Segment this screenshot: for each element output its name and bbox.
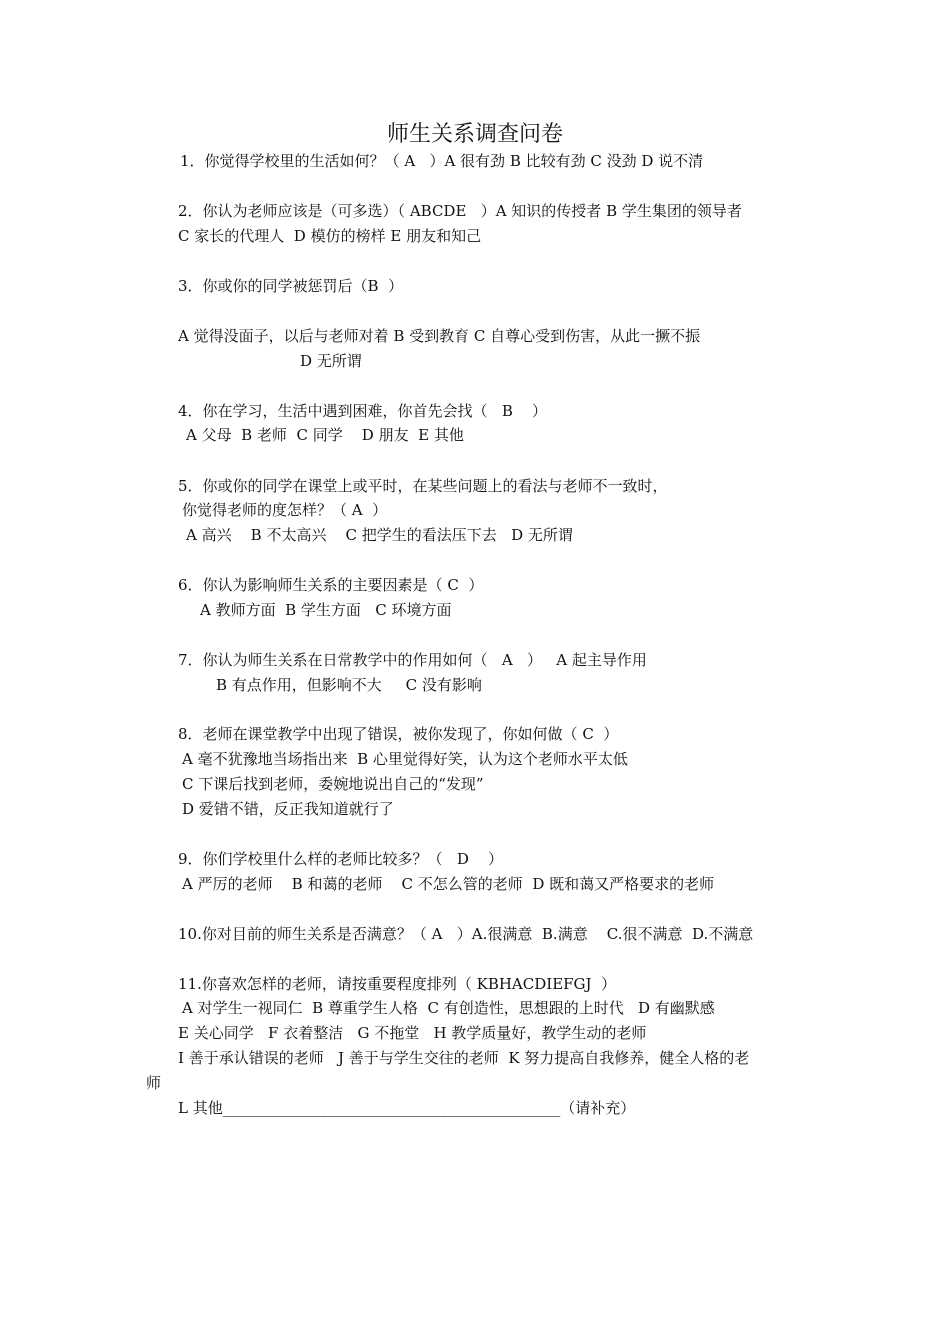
q2-options-line: C 家长的代理人 D 模仿的榜样 E 朋友和知己 [178,227,482,245]
q11-options-line-2: E 关心同学 F 衣着整洁 G 不拖堂 H 教学质量好，教学生动的老师 [178,1024,647,1042]
q11-options-line-3: I 善于承认错误的老师 J 善于与学生交往的老师 K 努力提高自我修养，健全人格的老 [178,1049,750,1067]
q11-other-line: L 其他_____________________________________________（请补充） [178,1099,636,1117]
q11-options-line-1: A 对学生一视同仁 B 尊重学生人格 C 有创造性，思想跟的上时代 D 有幽默感 [182,999,715,1017]
q4-line: 4．你在学习，生活中遇到困难，你首先会找（ B ） [178,402,547,420]
q3-line: 3．你或你的同学被惩罚后（B ） [178,277,404,295]
q9-options-line: A 严厉的老师 B 和蔼的老师 C 不怎么管的老师 D 既和蔼又严格要求的老师 [182,875,715,893]
q8-options-line-3: D 爱错不错，反正我知道就行了 [182,800,394,818]
q8-options-line-1: A 毫不犹豫地当场指出来 B 心里觉得好笑，认为这个老师水平太低 [182,750,628,768]
q11-options-line-3-wrap: 师 [146,1074,162,1092]
q6-options-line: A 教师方面 B 学生方面 C 环境方面 [200,601,452,619]
q5-line-2: 你觉得老师的度怎样？（ A ） [182,501,388,519]
q5-line: 5．你或你的同学在课堂上或平时，在某些问题上的看法与老师不一致时， [178,477,668,495]
q5-options-line: A 高兴 B 不太高兴 C 把学生的看法压下去 D 无所谓 [186,526,573,544]
q4-options-line: A 父母 B 老师 C 同学 D 朋友 E 其他 [186,426,464,444]
q3-options-line: A 觉得没面子，以后与老师对着 B 受到教育 C 自尊心受到伤害，从此一撅不振 [178,327,701,345]
q6-line: 6．你认为影响师生关系的主要因素是（ C ） [178,576,484,594]
q7-options-line: B 有点作用，但影响不大 C 没有影响 [216,676,482,694]
q10-line: 10.你对目前的师生关系是否满意？（ A ）A.很满意 B.满意 C.很不满意 D.不满意 [178,925,754,943]
q11-line: 11.你喜欢怎样的老师，请按重要程度排列（ KBHACDIEFGJ ） [178,975,617,993]
q2-line: 2．你认为老师应该是（可多选）（ ABCDE ）A 知识的传授者 B 学生集团的领导者 [178,202,742,220]
q9-line: 9．你们学校里什么样的老师比较多？（ D ） [178,850,503,868]
q1-line: 1．你觉得学校里的生活如何？（ A ）A 很有劲 B 比较有劲 C 没劲 D 说不清 [180,152,704,170]
q7-line: 7．你认为师生关系在日常教学中的作用如何（ A ） A 起主导作用 [178,651,647,669]
q8-line: 8．老师在课堂教学中出现了错误，被你发现了，你如何做（ C ） [178,725,619,743]
page-title: 师生关系调查问卷 [386,122,563,147]
q3-option-d: D 无所谓 [300,352,362,370]
q8-options-line-2: C 下课后找到老师，委婉地说出自己的“发现” [182,775,484,793]
